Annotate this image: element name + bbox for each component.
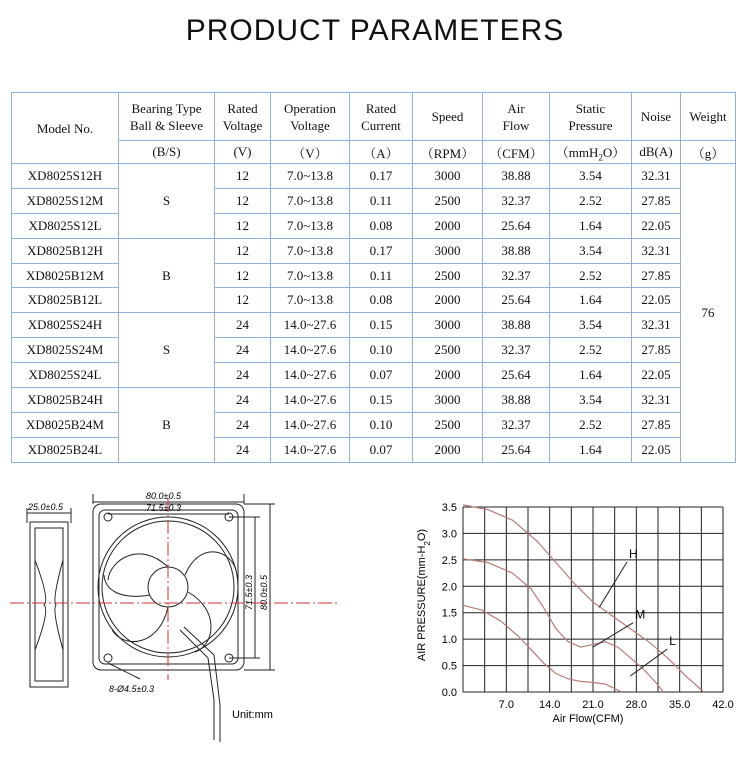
cell-model: XD8025B12L	[12, 288, 119, 313]
unit-weight: （g）	[681, 141, 736, 164]
cell-rated-voltage: 12	[215, 288, 271, 313]
dim-hole-spacing-vertical: 71.5±0.3	[244, 575, 254, 610]
cell-model: XD8025B24L	[12, 437, 119, 462]
y-axis-label: AIR $PRESSURE(mm-H_2O)$	[416, 528, 432, 662]
unit-bearing: (B/S)	[119, 141, 215, 164]
series-line-m	[463, 559, 663, 692]
unit-speed: （RPM）	[413, 141, 483, 164]
cell-bearing: S	[119, 164, 215, 239]
cell-model: XD8025B12M	[12, 263, 119, 288]
dim-side-width: 25.0±0.5	[28, 502, 63, 512]
x-tick-label: 14.0	[538, 699, 561, 711]
cell-rated-voltage: 24	[215, 338, 271, 363]
cell-model: XD8025B24H	[12, 388, 119, 413]
series-label-h: H	[629, 546, 638, 561]
page-title: PRODUCT PARAMETERS	[185, 14, 565, 47]
cell-rated-current: 0.17	[350, 164, 413, 189]
cell-rated-voltage: 12	[215, 188, 271, 213]
cell-operation-voltage: 14.0~27.6	[271, 437, 350, 462]
cell-noise: 32.31	[632, 388, 681, 413]
cell-speed: 2000	[413, 437, 483, 462]
cell-operation-voltage: 14.0~27.6	[271, 388, 350, 413]
cell-noise: 32.31	[632, 238, 681, 263]
cell-rated-voltage: 24	[215, 412, 271, 437]
series-line-l	[463, 605, 622, 692]
cell-air-flow: 38.88	[483, 388, 550, 413]
cell-static-pressure: 3.54	[550, 313, 632, 338]
cell-air-flow: 25.64	[483, 437, 550, 462]
cell-operation-voltage: 7.0~13.8	[271, 164, 350, 189]
cell-model: XD8025S24M	[12, 338, 119, 363]
cell-air-flow: 38.88	[483, 238, 550, 263]
x-tick-label: 35.0	[668, 699, 691, 711]
cell-operation-voltage: 7.0~13.8	[271, 238, 350, 263]
cell-speed: 2000	[413, 288, 483, 313]
y-tick-label: 1.0	[441, 634, 457, 647]
cell-noise: 27.85	[632, 263, 681, 288]
cell-model: XD8025S24H	[12, 313, 119, 338]
unit-noise: dB(A)	[632, 141, 681, 164]
cell-static-pressure: 2.52	[550, 338, 632, 363]
series-label-m: M	[635, 607, 646, 622]
cell-rated-current: 0.08	[350, 288, 413, 313]
cell-rated-current: 0.15	[350, 388, 413, 413]
cell-noise: 22.05	[632, 363, 681, 388]
cell-speed: 2000	[413, 213, 483, 238]
cell-air-flow: 32.37	[483, 338, 550, 363]
x-tick-label: 7.0	[498, 699, 514, 711]
x-tick-label: 42.0	[712, 699, 734, 711]
cell-speed: 3000	[413, 313, 483, 338]
cell-static-pressure: 1.64	[550, 437, 632, 462]
cell-static-pressure: 1.64	[550, 363, 632, 388]
y-tick-label: 1.5	[441, 607, 457, 620]
unit-static-pressure: （mmH$_2$O）	[550, 141, 632, 164]
cell-rated-voltage: 24	[215, 437, 271, 462]
y-tick-label: 2.5	[441, 554, 457, 567]
cell-operation-voltage: 14.0~27.6	[271, 338, 350, 363]
y-tick-label: 3.0	[441, 528, 457, 541]
unit-rated-voltage: (V)	[215, 141, 271, 164]
cell-noise: 22.05	[632, 288, 681, 313]
cell-operation-voltage: 7.0~13.8	[271, 263, 350, 288]
cell-noise: 22.05	[632, 213, 681, 238]
table-row	[12, 388, 736, 413]
cell-static-pressure: 1.64	[550, 288, 632, 313]
cell-noise: 32.31	[632, 164, 681, 189]
dim-holes: 8-Ø4.5±0.3	[109, 684, 154, 694]
cell-speed: 3000	[413, 388, 483, 413]
table-row	[12, 164, 736, 189]
cell-rated-voltage: 12	[215, 263, 271, 288]
product-parameters-table	[11, 92, 736, 463]
unit-air-flow: （CFM）	[483, 141, 550, 164]
cell-rated-voltage: 12	[215, 164, 271, 189]
cell-static-pressure: 3.54	[550, 388, 632, 413]
cell-static-pressure: 3.54	[550, 164, 632, 189]
header-rated-current: Rated Current	[350, 93, 413, 141]
cell-air-flow: 32.37	[483, 263, 550, 288]
header-air-flow: Air Flow	[483, 93, 550, 141]
cell-model: XD8025S12H	[12, 164, 119, 189]
header-operation-voltage: Operation Voltage	[271, 93, 350, 141]
y-tick-label: 3.5	[441, 502, 457, 514]
cell-noise: 27.85	[632, 338, 681, 363]
cell-operation-voltage: 14.0~27.6	[271, 412, 350, 437]
chart-grid	[463, 507, 723, 692]
cell-air-flow: 38.88	[483, 164, 550, 189]
cell-model: XD8025S24L	[12, 363, 119, 388]
cell-air-flow: 38.88	[483, 313, 550, 338]
series-pointer	[599, 562, 627, 608]
header-bearing: Bearing Type Ball & Sleeve	[119, 93, 215, 141]
fan-dimension-drawing	[0, 480, 400, 767]
cell-operation-voltage: 7.0~13.8	[271, 288, 350, 313]
header-model: Model No.	[12, 93, 119, 164]
cell-rated-voltage: 24	[215, 313, 271, 338]
cell-speed: 3000	[413, 164, 483, 189]
cell-rated-current: 0.07	[350, 363, 413, 388]
cell-rated-current: 0.08	[350, 213, 413, 238]
cell-air-flow: 25.64	[483, 288, 550, 313]
cell-rated-current: 0.17	[350, 238, 413, 263]
cell-static-pressure: 2.52	[550, 188, 632, 213]
fan-side-view	[27, 508, 71, 687]
cell-static-pressure: 2.52	[550, 263, 632, 288]
cell-model: XD8025B24M	[12, 412, 119, 437]
x-tick-label: 21.0	[582, 699, 604, 711]
cell-bearing: B	[119, 388, 215, 463]
cell-speed: 3000	[413, 238, 483, 263]
cell-static-pressure: 2.52	[550, 412, 632, 437]
cell-air-flow: 25.64	[483, 213, 550, 238]
cell-operation-voltage: 14.0~27.6	[271, 313, 350, 338]
series-pointer	[593, 623, 633, 647]
fan-front-view	[93, 504, 244, 742]
series-label-l: L	[669, 634, 676, 649]
table-row	[12, 313, 736, 338]
cell-rated-current: 0.15	[350, 313, 413, 338]
x-axis-label: Air Flow(CFM)	[552, 713, 624, 725]
unit-rated-current: （A）	[350, 141, 413, 164]
cell-speed: 2500	[413, 263, 483, 288]
header-weight: Weight	[681, 93, 736, 141]
cell-model: XD8025B12H	[12, 238, 119, 263]
cell-rated-voltage: 12	[215, 213, 271, 238]
cell-rated-current: 0.10	[350, 412, 413, 437]
cell-rated-voltage: 12	[215, 238, 271, 263]
cell-rated-current: 0.10	[350, 338, 413, 363]
cell-rated-voltage: 24	[215, 388, 271, 413]
cell-operation-voltage: 7.0~13.8	[271, 213, 350, 238]
table-units-row	[12, 141, 736, 164]
cell-noise: 27.85	[632, 188, 681, 213]
dim-outer-width: 80.0±0.5	[146, 491, 181, 501]
dim-hole-spacing: 71.5±0.3	[146, 503, 181, 513]
cell-model: XD8025S12L	[12, 213, 119, 238]
header-speed: Speed	[413, 93, 483, 141]
cell-noise: 22.05	[632, 437, 681, 462]
cell-speed: 2500	[413, 338, 483, 363]
cell-rated-current: 0.11	[350, 263, 413, 288]
cell-weight: 76	[681, 164, 736, 463]
cell-speed: 2000	[413, 363, 483, 388]
cell-speed: 2500	[413, 412, 483, 437]
pq-curve-chart	[405, 490, 735, 735]
cell-noise: 32.31	[632, 313, 681, 338]
header-rated-voltage: Rated Voltage	[215, 93, 271, 141]
table-row	[12, 238, 736, 263]
cell-bearing: B	[119, 238, 215, 313]
y-tick-label: 0.0	[441, 687, 457, 699]
unit-label: Unit:mm	[232, 709, 273, 721]
header-static-pressure: Static Pressure	[550, 93, 632, 141]
cell-bearing: S	[119, 313, 215, 388]
dim-outer-height-vertical: 80.0±0.5	[259, 575, 269, 610]
header-noise: Noise	[632, 93, 681, 141]
cell-static-pressure: 1.64	[550, 213, 632, 238]
table-header-row	[12, 93, 736, 141]
cell-static-pressure: 3.54	[550, 238, 632, 263]
cell-air-flow: 32.37	[483, 412, 550, 437]
y-tick-label: 0.5	[441, 660, 457, 673]
unit-operation-voltage: （V）	[271, 141, 350, 164]
cell-rated-voltage: 24	[215, 363, 271, 388]
x-tick-label: 28.0	[625, 699, 648, 711]
y-tick-label: 2.0	[441, 581, 457, 594]
cell-operation-voltage: 7.0~13.8	[271, 188, 350, 213]
cell-air-flow: 25.64	[483, 363, 550, 388]
cell-air-flow: 32.37	[483, 188, 550, 213]
cell-rated-current: 0.07	[350, 437, 413, 462]
cell-operation-voltage: 14.0~27.6	[271, 363, 350, 388]
cell-model: XD8025S12M	[12, 188, 119, 213]
cell-rated-current: 0.11	[350, 188, 413, 213]
cell-speed: 2500	[413, 188, 483, 213]
cell-noise: 27.85	[632, 412, 681, 437]
